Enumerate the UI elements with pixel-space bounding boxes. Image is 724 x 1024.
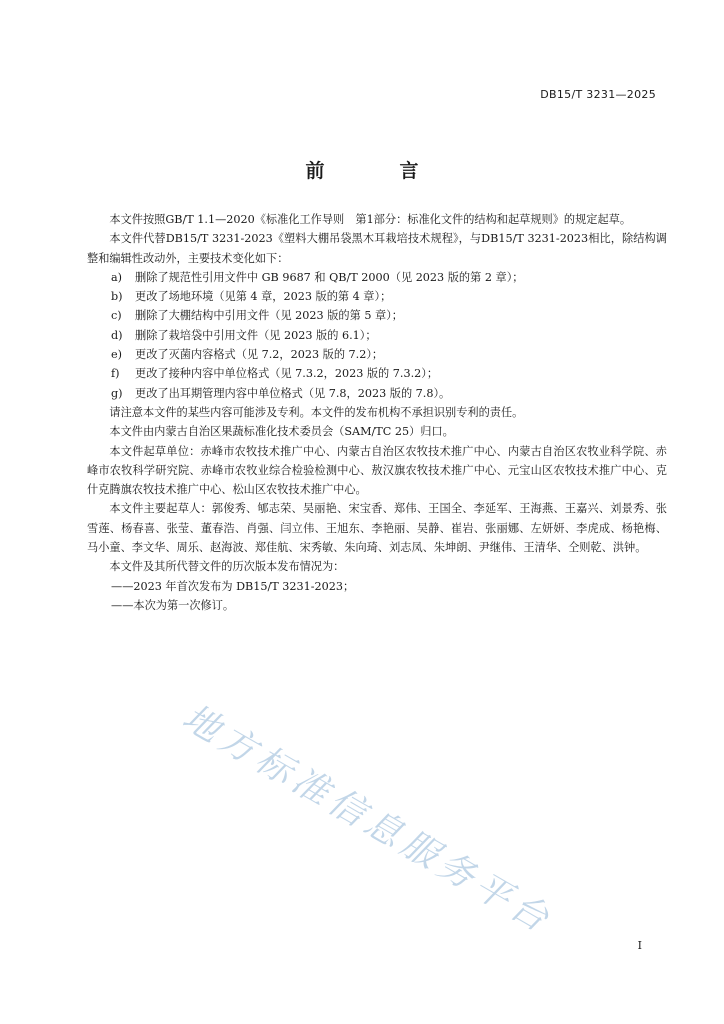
list-text: 更改了接种内容中单位格式（见 7.3.2，2023 版的 7.3.2）； [135, 367, 439, 381]
list-item [87, 268, 667, 287]
paragraph-drafting-units: 本文件起草单位：赤峰市农牧技术推广中心、内蒙古自治区农牧技术推广中心、内蒙古自治区农牧业科学院、赤峰市农牧科学研究院、赤峰市农牧业综合检验检测中心、敖汉旗农牧技术推广中心、元宝山区农牧技术推广中心、克什克腾旗农牧技术推广中心、松山区农牧技术推广中心。 [87, 444, 667, 497]
list-text: 删除了规范性引用文件中 GB 9687 和 QB/T 2000（见 2023 版的第 2 章）； [135, 270, 524, 284]
watermark-logo: 地方标准信息服务平台 [175, 696, 560, 943]
list-item [87, 306, 667, 325]
list-text: 更改了灭菌内容格式（见 7.2，2023 版的 7.2）； [135, 348, 384, 362]
list-text: 删除了栽培袋中引用文件（见 2023 版的 6.1）； [135, 328, 377, 342]
list-marker: d) [111, 328, 123, 342]
list-marker: b) [111, 290, 123, 304]
list-item [87, 287, 667, 306]
document-body [87, 210, 667, 615]
paragraph-drafting-rule: 本文件按照GB/T 1.1—2020《标准化工作导则 第1部分：标准化文件的结构和起草规则》的规定起草。 [109, 213, 632, 226]
page-title: 前 言 [305, 160, 447, 182]
paragraph-patent-notice: 请注意本文件的某些内容可能涉及专利。本文件的发布机构不承担识别专利的责任。 [109, 405, 524, 419]
list-item [87, 384, 667, 403]
paragraph-history-intro: 本文件及其所代替文件的历次版本发布情况为： [109, 560, 345, 574]
list-text: 删除了大棚结构中引用文件（见 2023 版的第 5 章）； [135, 309, 403, 323]
list-marker: c) [111, 309, 122, 323]
paragraph-committee: 本文件由内蒙古自治区果蔬标准化技术委员会（SAM/TC 25）归口。 [109, 425, 454, 439]
history-item: ——本次为第一次修订。 [111, 598, 235, 612]
paragraph-drafters: 本文件主要起草人：郭俊秀、郇志荣、吴丽艳、宋宝香、郑伟、王国全、李延军、王海燕、王嘉兴、刘景秀、张雪莲、杨春喜、张莹、董春浩、肖强、闫立伟、王旭东、李艳丽、吴静、崔岩、张丽娜、左妍妍、李虎成、杨艳梅、马小童、李文华、周乐、赵海波、郑佳航、宋秀敏、朱向琦、刘志凤、朱坤朗、尹继伟、王清华、仝则乾、洪钟。 [87, 502, 667, 555]
list-item [87, 345, 667, 364]
list-marker: g) [111, 386, 123, 400]
standard-code: DB15/T 3231—2025 [540, 88, 656, 101]
list-marker: f) [111, 367, 120, 381]
list-marker: a) [111, 270, 123, 284]
history-item: ——2023 年首次发布为 DB15/T 3231-2023； [111, 579, 355, 593]
list-item [87, 364, 667, 383]
change-list [87, 268, 667, 403]
page-number: I [637, 939, 642, 952]
list-item [87, 326, 667, 345]
list-text: 更改了场地环境（见第 4 章，2023 版的第 4 章）； [135, 290, 392, 304]
paragraph-replacement: 本文件代替DB15/T 3231-2023《塑料大棚吊袋黑木耳栽培技术规程》，与DB15/T 3231-2023相比，除结构调整和编辑性改动外，主要技术变化如下： [87, 232, 667, 265]
list-marker: e) [111, 348, 122, 362]
list-text: 更改了出耳期管理内容中单位格式（见 7.8，2023 版的 7.8）。 [135, 386, 451, 400]
